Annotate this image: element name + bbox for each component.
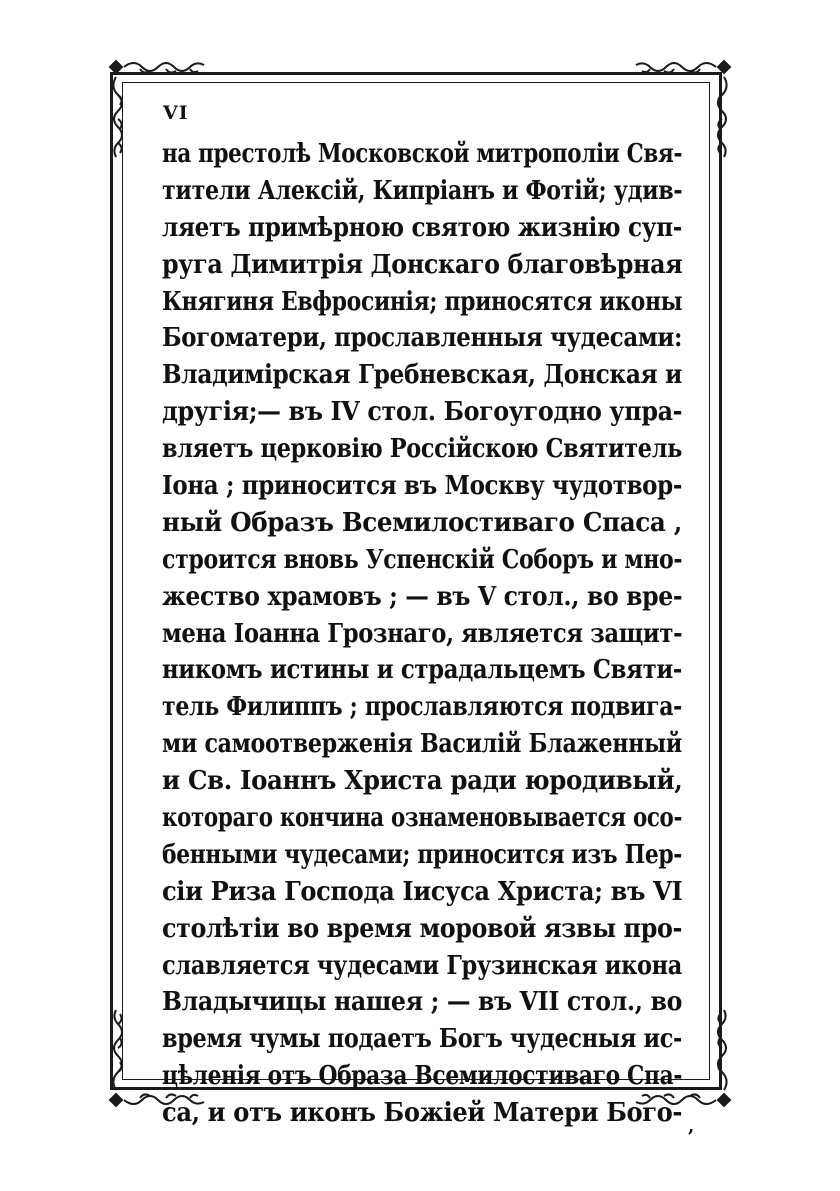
text-line: ный Образъ Всемилостиваго Спаса , <box>162 507 682 538</box>
body-text <box>162 136 682 1132</box>
ink-mark: , <box>688 1116 695 1137</box>
text-line: Богоматери, прославленныя чудесами: <box>162 323 683 354</box>
text-line: Княгиня Евфросинія; приносятся иконы <box>162 286 683 317</box>
text-line: Владимірская Гребневская, Донская и <box>162 360 683 391</box>
text-line: время чумы подаетъ Богъ чудесныя ис- <box>162 1024 682 1055</box>
text-line: столѣтіи во время моровой язвы про- <box>162 913 682 944</box>
text-line: жество храмовъ ; — въ V стол., во вре- <box>162 581 683 612</box>
text-line: сіи Риза Господа Іисуса Христа; въ VI <box>162 876 683 907</box>
text-line: никомъ истины и страдальцемъ Святи- <box>162 655 682 686</box>
text-line: бенными чудесами; приносится изъ Пер- <box>162 839 682 870</box>
text-line: руга Димитрія Донскаго благовѣрная <box>162 249 683 280</box>
text-line: строится вновь Успенскій Соборъ и мно- <box>162 544 683 575</box>
text-line: Владычицы нашея ; — въ VII стол., во <box>162 987 682 1018</box>
text-line: ми самоотверженія Василій Блаженный <box>162 729 682 760</box>
text-line: вляетъ церковію Россійскою Святитель <box>162 434 682 465</box>
page-number: VI <box>163 102 189 124</box>
text-line: славляется чудесами Грузинская икона <box>162 950 682 981</box>
text-line: мена Іоанна Грознаго, является защит- <box>162 618 683 649</box>
text-line: тители Алексій, Кипріанъ и Фотій; удив- <box>162 175 683 206</box>
text-line: котораго кончина ознаменовывается осо- <box>162 803 682 834</box>
text-line: тель Филиппъ ; прославляются подвига- <box>162 692 682 723</box>
text-line: на престолѣ Московской митрополіи Свя- <box>162 139 683 169</box>
text-line: са, и отъ иконъ Божіей Матери Бого- <box>162 1098 682 1129</box>
text-line: и Св. Іоаннъ Христа ради юродивый, <box>162 766 683 797</box>
text-line: ляетъ примѣрною святою жизнію суп- <box>162 212 682 243</box>
text-line: цѣленія отъ Образа Всемилостиваго Спа- <box>162 1061 683 1092</box>
text-line: Іона ; приносится въ Москву чудотвор- <box>162 471 682 502</box>
text-line: другія;— въ IV стол. Богоугодно упра- <box>162 397 683 428</box>
